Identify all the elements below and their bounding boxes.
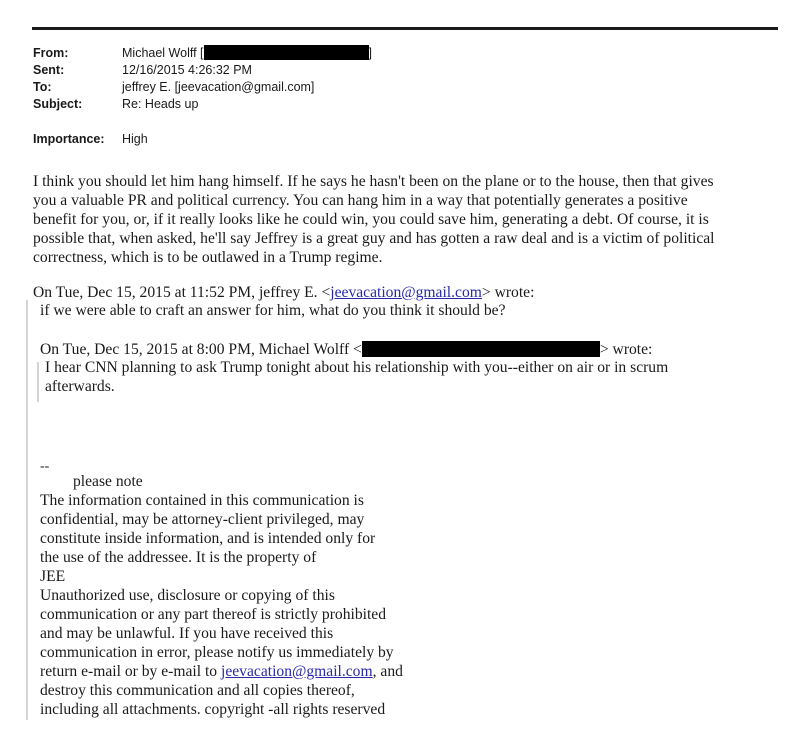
to-value: jeffrey E. [jeevacation@gmail.com]	[122, 80, 315, 94]
signature-disclaimer	[40, 472, 460, 719]
disclaimer-line: JEE	[40, 568, 66, 585]
disclaimer-line: Unauthorized use, disclosure or copying of this	[40, 587, 335, 604]
from-bracket: ]	[368, 46, 372, 60]
quote1-email-link[interactable]: jeevacation@gmail.com	[330, 284, 482, 301]
to-label: To:	[33, 80, 52, 94]
disclaimer-line: confidential, may be attorney-client privileged, may	[40, 511, 365, 528]
quote-border-inner	[37, 362, 39, 402]
body-line: benefit for you, or, if it really looks like he could win, you could save him, generating a debt. Of course, it is	[33, 211, 709, 228]
disclaimer-line: communication in error, please notify us immediately by	[40, 644, 394, 661]
sent-label: Sent:	[33, 63, 65, 77]
quote2-attribution-suffix: > wrote:	[599, 341, 653, 358]
body-line: possible that, when asked, he'll say Jeffrey is a great guy and has gotten a raw deal and is a victim of political	[33, 230, 715, 247]
return-suffix: , and	[372, 663, 403, 680]
header-rule	[32, 27, 778, 30]
disclaimer-line: constitute inside information, and is intended only for	[40, 530, 376, 547]
disclaimer-email-link[interactable]: jeevacation@gmail.com	[221, 663, 373, 680]
disclaimer-line: and may be unlawful. If you have received this	[40, 625, 334, 642]
body-line: I think you should let him hang himself. If he says he hasn't been on the plane or to the house, then that gives	[33, 173, 714, 190]
disclaimer-line: the use of the addressee. It is the property of	[40, 549, 317, 566]
disclaimer-line: including all attachments. copyright -all rights reserved	[40, 701, 386, 718]
from-label: From:	[33, 46, 69, 60]
quote2-line: I hear CNN planning to ask Trump tonight about his relationship with you--either on air or in scrum	[45, 359, 669, 376]
quote2-attribution-prefix: On Tue, Dec 15, 2015 at 8:00 PM, Michael Wolff <	[40, 341, 362, 358]
return-prefix: return e-mail or by e-mail to	[40, 663, 221, 680]
sent-value: 12/16/2015 4:26:32 PM	[122, 63, 252, 77]
quote1-attribution-prefix: On Tue, Dec 15, 2015 at 11:52 PM, jeffrey E. <	[33, 284, 331, 301]
importance-label: Importance:	[33, 132, 105, 146]
body-line: you a valuable PR and political currency. You can hang him in a way that potentially generates a positive	[33, 192, 688, 209]
disclaimer-line: The information contained in this communication is	[40, 492, 364, 509]
quote2-text	[45, 358, 668, 396]
disclaimer-return-line	[40, 662, 460, 681]
body-line: correctness, which is to be outlawed in a Trump regime.	[33, 249, 383, 266]
disclaimer-line: communication or any part thereof is strictly prohibited	[40, 606, 387, 623]
please-note: please note	[73, 473, 143, 490]
redaction-bar	[204, 45, 369, 60]
message-body	[33, 172, 773, 267]
quote-border-outer	[26, 300, 28, 720]
signature-dashes: --	[40, 459, 50, 474]
from-name: Michael Wolff [	[122, 46, 204, 60]
redaction-bar	[362, 341, 600, 357]
importance-value: High	[122, 132, 148, 146]
quote1-attribution-suffix: > wrote:	[481, 284, 535, 301]
quote2-line: afterwards.	[45, 378, 115, 395]
disclaimer-line: destroy this communication and all copies thereof,	[40, 682, 355, 699]
subject-label: Subject:	[33, 97, 83, 111]
quote1-attribution	[33, 283, 534, 302]
subject-value: Re: Heads up	[122, 97, 199, 111]
quote2-attribution	[40, 340, 652, 359]
from-value	[122, 45, 372, 61]
quote1-text: if we were able to craft an answer for him, what do you think it should be?	[40, 302, 506, 319]
